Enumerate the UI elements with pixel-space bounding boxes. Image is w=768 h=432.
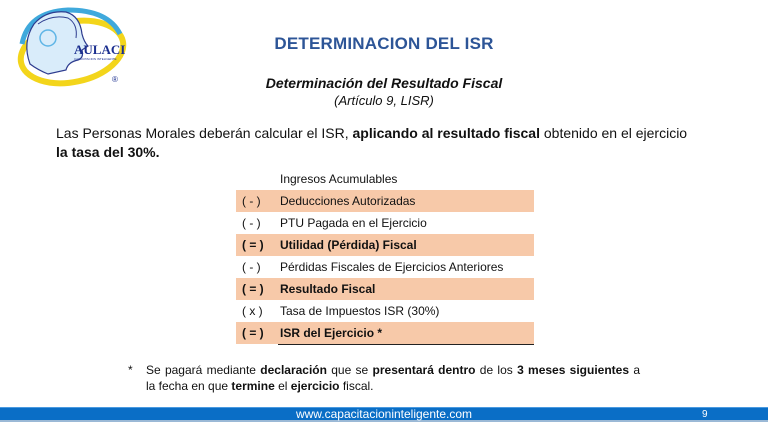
operator: ( - )	[242, 194, 261, 208]
calc-row-deducciones	[236, 190, 534, 212]
section-subtitle: Determinación del Resultado Fiscal	[265, 75, 503, 91]
calc-row-isr-ejercicio	[236, 322, 534, 344]
operator: ( = )	[242, 326, 264, 340]
operator: ( - )	[242, 216, 261, 230]
calc-row-resultado-fiscal	[236, 278, 534, 300]
isr-calculation-table	[236, 168, 534, 344]
operator: ( = )	[242, 238, 264, 252]
asterisk: *	[128, 363, 133, 377]
calc-row-perdidas	[236, 256, 534, 278]
row-label: ISR del Ejercicio *	[280, 326, 383, 340]
footnote: * Se pagará mediante declaración que se presentará dentro de los 3 meses siguientes a la fecha en que termine el ejercicio fiscal.	[128, 363, 640, 393]
row-label: Tasa de Impuestos ISR (30%)	[280, 304, 440, 318]
footer-bar	[0, 407, 768, 422]
row-label: Deducciones Autorizadas	[280, 194, 416, 208]
row-label: Pérdidas Fiscales de Ejercicios Anteriores	[280, 260, 504, 274]
calc-row-tasa	[236, 300, 534, 322]
calc-row-ingresos	[236, 168, 534, 190]
svg-text:CAPACITACION INTELIGENTE: CAPACITACION INTELIGENTE	[74, 57, 117, 61]
operator: ( x )	[242, 304, 263, 318]
row-label: Ingresos Acumulables	[280, 172, 398, 186]
legal-reference: (Artículo 9, LISR)	[334, 93, 434, 108]
operator: ( = )	[242, 282, 264, 296]
row-label: Utilidad (Pérdida) Fiscal	[280, 238, 417, 252]
page-number: 9	[702, 409, 708, 420]
row-label: PTU Pagada en el Ejercicio	[280, 216, 427, 230]
calc-row-utilidad	[236, 234, 534, 256]
calc-row-ptu	[236, 212, 534, 234]
intro-paragraph: Las Personas Morales deberán calcular el ISR, aplicando al resultado fiscal obtenido en el ejercicio la tasa del 30%.	[56, 125, 688, 160]
row-label: Resultado Fiscal	[280, 282, 376, 296]
page-title: DETERMINACION DEL ISR	[274, 34, 494, 53]
website-link[interactable]: www.capacitacioninteligente.com	[295, 407, 473, 421]
svg-text:®: ®	[112, 75, 118, 84]
operator: ( - )	[242, 260, 261, 274]
svg-text:AULACI: AULACI	[74, 42, 126, 57]
